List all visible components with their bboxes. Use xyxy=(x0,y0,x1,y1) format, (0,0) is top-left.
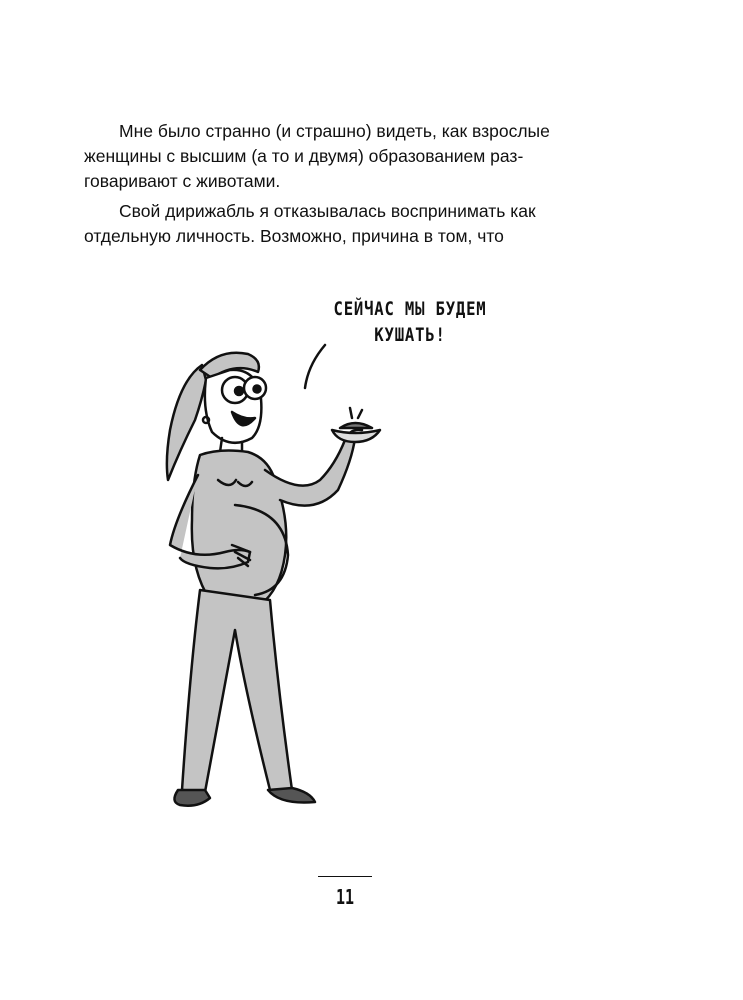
right-pupil xyxy=(254,386,261,393)
text-line: Свой дирижабль я отказывалась воспринимать как xyxy=(119,201,536,221)
right-shoe xyxy=(268,788,315,803)
page-number: 11 xyxy=(335,885,355,909)
page-number-rule xyxy=(318,876,372,877)
cartoon-figure xyxy=(140,290,520,820)
food xyxy=(340,423,372,428)
paragraph-2 xyxy=(84,199,644,249)
pants xyxy=(182,590,292,792)
text-line: отдельную личность. Возможно, причина в том, что xyxy=(84,226,504,246)
body-text xyxy=(84,119,644,254)
earring xyxy=(203,417,209,423)
text-line: говаривают с животами. xyxy=(84,171,281,191)
plate xyxy=(332,430,380,442)
paragraph-1 xyxy=(84,119,644,194)
left-pupil xyxy=(235,387,243,395)
text-line: женщины с высшим (а то и двумя) образованием раз- xyxy=(84,146,524,166)
left-shoe xyxy=(174,790,210,806)
pregnant-woman-illustration xyxy=(140,290,520,820)
text-line: Мне было странно (и страшно) видеть, как взрослые xyxy=(119,121,550,141)
speech-line: СЕЙЧАС МЫ БУДЕМ xyxy=(333,298,487,320)
speech-tick xyxy=(305,345,325,388)
right-arm xyxy=(265,438,355,506)
utensils xyxy=(350,408,362,418)
speech-line: КУШАТЬ! xyxy=(374,324,446,346)
